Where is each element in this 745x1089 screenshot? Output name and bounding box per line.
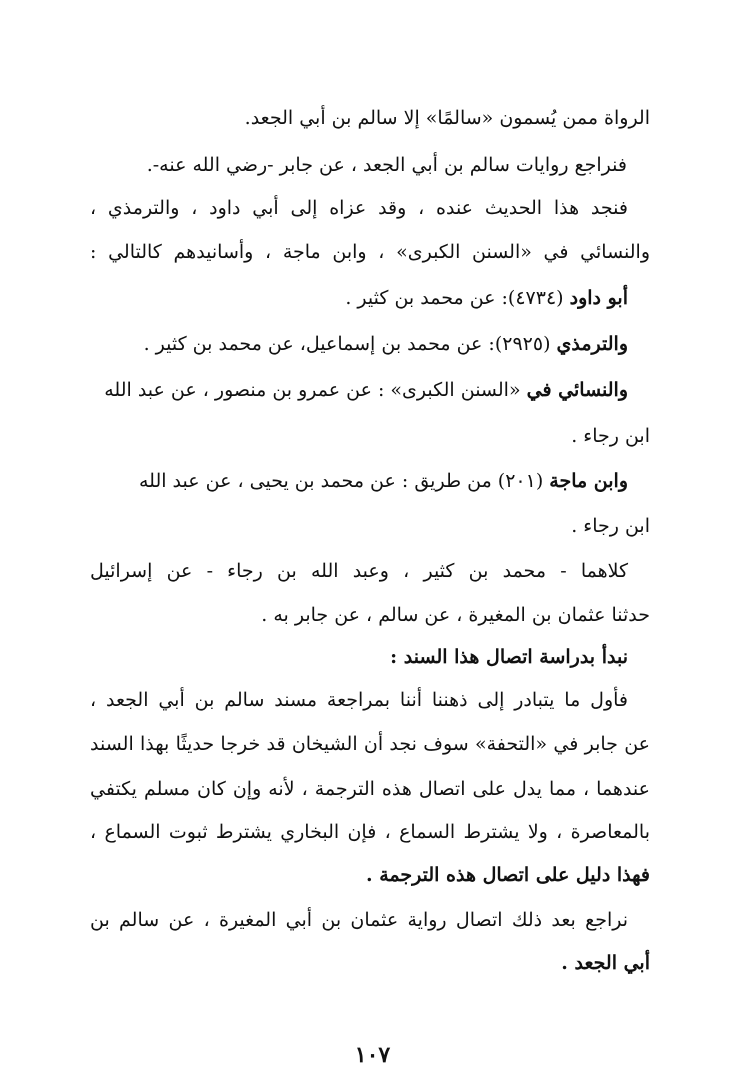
page-number: ١٠٧: [354, 1042, 391, 1068]
line-text: (٢٩٢٥): عن محمد بن إسماعيل، عن محمد بن كثير .: [143, 333, 557, 355]
text-line: فأول ما يتبادر إلى ذهننا أننا بمراجعة مسند سالم بن أبي الجعد ،: [90, 689, 628, 711]
text-line: ابن رجاء .: [571, 515, 650, 537]
text-line: عندهما ، مما يدل على اتصال هذه الترجمة ، لأنه وإن كان مسلم يكتفي: [90, 778, 650, 800]
text-line: نراجع بعد ذلك اتصال رواية عثمان بن أبي المغيرة ، عن سالم بن: [90, 909, 628, 931]
text-line: حدثنا عثمان بن المغيرة ، عن سالم ، عن جابر به .: [261, 604, 650, 626]
text-line: كلاهما - محمد بن كثير ، وعبد الله بن رجاء - عن إسرائيل: [90, 560, 628, 582]
text-line: فنراجع روايات سالم بن أبي الجعد ، عن جابر -رضي الله عنه-.: [146, 154, 627, 176]
text-line: أبي الجعد .: [561, 952, 650, 974]
text-line: فهذا دليل على اتصال هذه الترجمة .: [365, 864, 650, 886]
line-text: (٢٠١) من طريق : عن محمد بن يحيى ، عن عبد الله: [138, 470, 550, 492]
text-line: والنسائي في «السنن الكبرى» ، وابن ماجة ، وأسانيدهم كالتالي :: [90, 241, 650, 263]
text-line: عن جابر في «التحفة» سوف نجد أن الشيخان قد خرجا حديثًا بهذا السند: [90, 733, 650, 755]
text-line: [90, 373, 650, 407]
line-text: «السنن الكبرى» : عن عمرو بن منصور ، عن عبد الله: [104, 379, 527, 401]
bold-term: والترمذي: [556, 333, 628, 355]
text-line: الرواة ممن يُسمون «سالمًا» إلا سالم بن أبي الجعد.: [244, 107, 650, 129]
section-heading: نبدأ بدراسة اتصال هذا السند :: [390, 646, 628, 668]
text-line: بالمعاصرة ، ولا يشترط السماع ، فإن البخاري يشترط ثبوت السماع ،: [90, 821, 650, 843]
bold-term: أبو داود: [569, 287, 628, 309]
text-line: ابن رجاء .: [571, 425, 650, 447]
line-text: (٤٧٣٤): عن محمد بن كثير .: [345, 287, 570, 309]
bold-term: وابن ماجة: [549, 470, 628, 492]
bold-term: والنسائي في: [526, 379, 628, 401]
text-line: [68, 327, 628, 361]
text-line: [90, 464, 650, 498]
text-line: [68, 281, 628, 315]
text-line: فنجد هذا الحديث عنده ، وقد عزاه إلى أبي داود ، والترمذي ،: [90, 197, 628, 219]
